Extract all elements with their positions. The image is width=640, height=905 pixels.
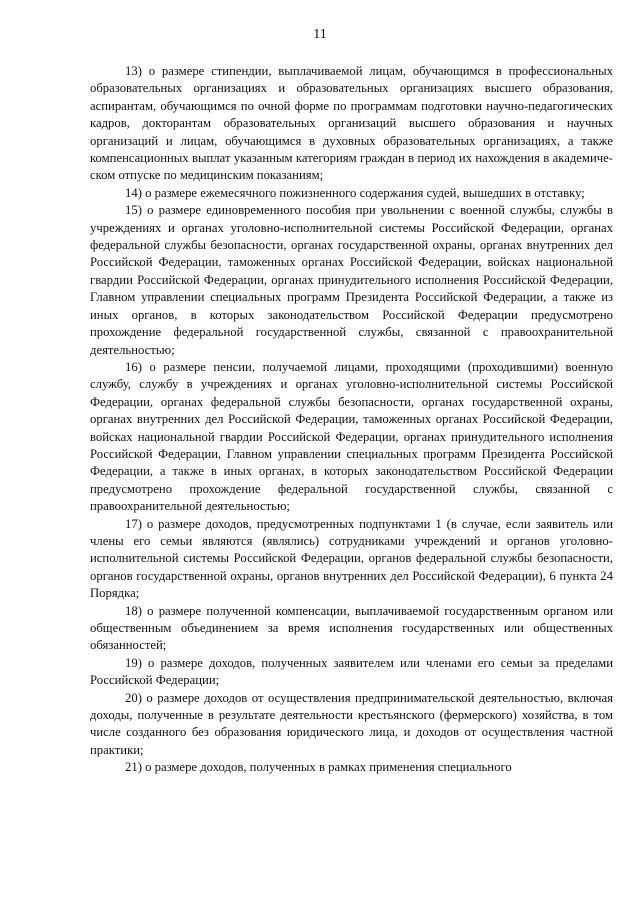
paragraph-item-19: 19) о размере доходов, полученных заявителем или членами его семьи за пределами Российской Федерации; <box>90 655 613 688</box>
paragraph-item-15: 15) о размере единовременного пособия при увольнении с военной службы, службы в учреждениях и органах уголовно-исполнительной системы Российской Федерации, органах федеральной службы безопасности, органах государственной охраны, органах внутренних дел Российской Федерации, таможенных органах Российской Федерации, войсках национальной гвардии Российской Федерации, органах принудительного исполнения Российской Федерации, Главном управлении специальных программ Президента Российской Федерации, а также из иных органов, в которых законодательством Российской Федерации предусмотрено прохождение федеральной государственной службы, связанной с правоохранительной деятельностью; <box>90 203 613 357</box>
paragraph-item-20: 20) о размере доходов от осуществления предпринимательской деятельностью, включая доходы, полученные в результате деятельности крестьянского (фермерского) хозяйства, в том числе созданного без образования юридического лица, и доходов от осуществления частной практики; <box>90 690 613 757</box>
document-body <box>90 63 613 777</box>
paragraph-item-14: 14) о размере ежемесячного пожизненного содержания судей, вышедших в отставку; <box>125 185 585 200</box>
paragraph-item-17: 17) о размере доходов, предусмотренных подпунктами 1 (в случае, если заявитель или члены его семьи являются (являлись) сотрудниками учреждений и органов уголовно-исполнительной системы Российской Федерации, органов федеральной службы безопасности, органов государственной охраны, органов внутренних дел Российской Федерации), 6 пункта 24 Порядка; <box>90 516 613 601</box>
paragraph-item-18: 18) о размере полученной компенсации, выплачиваемой государственным органом или общественным объединением за время исполнения государственных или общественных обязанностей; <box>90 603 613 653</box>
paragraph-item-21: 21) о размере доходов, полученных в рамках применения специального <box>125 760 512 775</box>
paragraph-item-13: 13) о размере стипендии, выплачиваемой лицам, обучающимся в профессиональных образовательных организациях и образовательных организациях высшего образования, аспирантам, обучающимся по очной форме по программам подготовки научно-педагогических кадров, докторантам образовательных организаций высшего образования и научных организаций и лицам, обучающимся в духовных образовательных организациях, а также компенсационных выплат указанным категориям граждан в период их нахождения в академическом отпуске по медицинским показаниям; <box>90 64 613 183</box>
paragraph-item-16: 16) о размере пенсии, получаемой лицами, проходящими (проходившими) военную службу, службу в учреждениях и органах уголовно-исполнительной системы Российской Федерации, органах федеральной службы безопасности, органах государственной охраны, органах внутренних дел Российской Федерации, таможенных органах Российской Федерации, войсках национальной гвардии Российской Федерации, органах принудительного исполнения Российской Федерации, Главном управлении специальных программ Президента Российской Федерации, а также в иных органах, в которых законодательством Российской Федерации предусмотрено прохождение федеральной государственной службы, связанной с правоохранительной деятельностью; <box>90 359 613 514</box>
page-number: 11 <box>313 27 327 42</box>
